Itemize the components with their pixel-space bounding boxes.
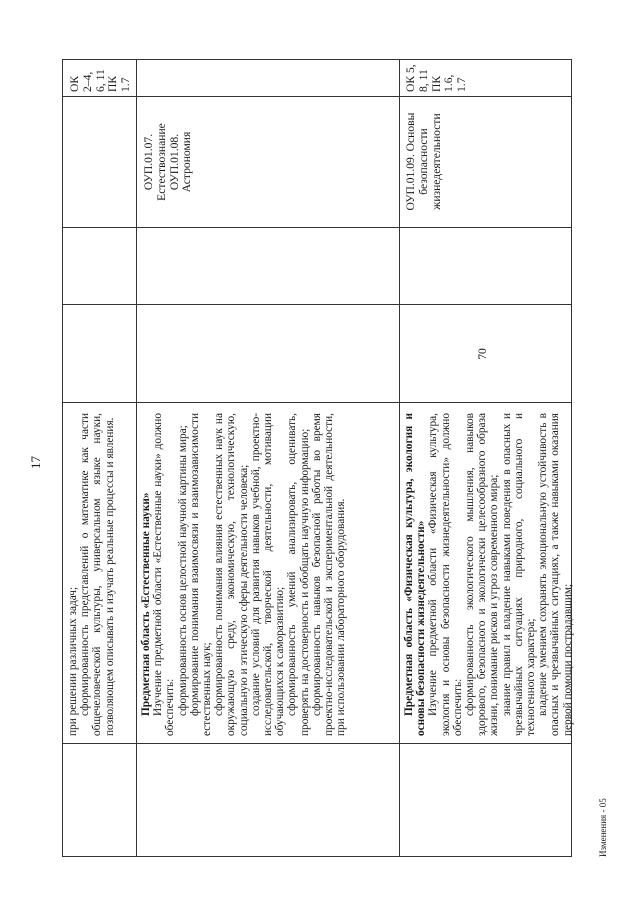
text-paragraph: Изучение предметной области «Естественные науки» должно обеспечить: bbox=[152, 413, 177, 736]
text-paragraph: сформированность представлений о математике как части общечеловеческой культуры, универсальном языке науки, позволяющем описывать и изучать реальные процессы и явления. bbox=[79, 413, 116, 736]
text-paragraph: владение умением сохранять эмоциональную устойчивость в опасных и чрезвычайных ситуациях, а также навыками оказания первой помощи пострадавшим; bbox=[537, 413, 574, 736]
col-divider bbox=[63, 743, 571, 744]
col-divider bbox=[63, 402, 571, 403]
col-divider bbox=[63, 96, 571, 97]
row1-competencies: ОК 2–4, 6, 11 ПК 1.7 bbox=[68, 69, 133, 92]
row3-competencies: ОК 5, 8, 11 ПК 1.6, 1.7 bbox=[404, 64, 469, 92]
row3-subjects: ОУП.01.09. Основы безопасности жизнедеятельности bbox=[404, 112, 443, 211]
row3-hours: 70 bbox=[476, 348, 489, 360]
text-line: при решении различных задач; bbox=[67, 586, 79, 736]
curriculum-table bbox=[62, 59, 572, 857]
row3-text bbox=[403, 413, 574, 736]
page-number: 17 bbox=[28, 456, 43, 469]
row1-text bbox=[67, 413, 116, 736]
text-paragraph: Изучение предметной области «Физическая культура, экология и основы безопасности жизнедеятельности» должно обеспечить: bbox=[427, 413, 464, 736]
col-divider bbox=[63, 227, 571, 228]
footer-revision: Изменения - 05 bbox=[598, 798, 608, 857]
text-paragraph: сформированность понимания влияния естественных наук на окружающую среду, экономическую, технологическую, социальную и этическую сферы деятельности человека; bbox=[213, 413, 250, 736]
section-title: Предметная область «Естественные науки» bbox=[140, 492, 152, 716]
row-divider bbox=[399, 60, 400, 856]
text-paragraph: сформированность основ целостной научной картины мира; bbox=[176, 425, 189, 716]
text-paragraph: сформированность навыков безопасной работы во время проектно-исследовательской и экспериментальной деятельности, при использовании лабораторного оборудования. bbox=[310, 413, 348, 736]
row2-subjects: ОУП.01.07. Естествознание ОУП.01.08. Астрономия bbox=[142, 123, 194, 201]
text-paragraph: формирование понимания взаимосвязи и взаимозависимости естественных наук; bbox=[188, 413, 214, 736]
row2-text bbox=[140, 413, 347, 736]
text-paragraph: сформированность экологического мышления, навыков здорового, безопасного и экологически целесообразного образа жизни, понимание рисков и угроз современного мира; bbox=[464, 413, 501, 736]
text-paragraph: сформированность умений анализировать, оценивать, проверять на достоверность и обобщать научную информацию; bbox=[286, 413, 311, 736]
text-paragraph: знание правил и владение навыками поведения в опасных и чрезвычайных ситуациях природного, социального и техногенного характера; bbox=[500, 413, 538, 736]
text-paragraph: создание условий для развития навыков учебной, проектно-исследовательской, творческой деятельности, мотивации обучающихся к саморазвитию; bbox=[249, 413, 287, 736]
section-title: Предметная область «Физическая культура, экология и основы безопасности жизнедеятельности» bbox=[403, 413, 428, 736]
row-divider bbox=[136, 60, 137, 856]
col-divider bbox=[63, 304, 571, 305]
